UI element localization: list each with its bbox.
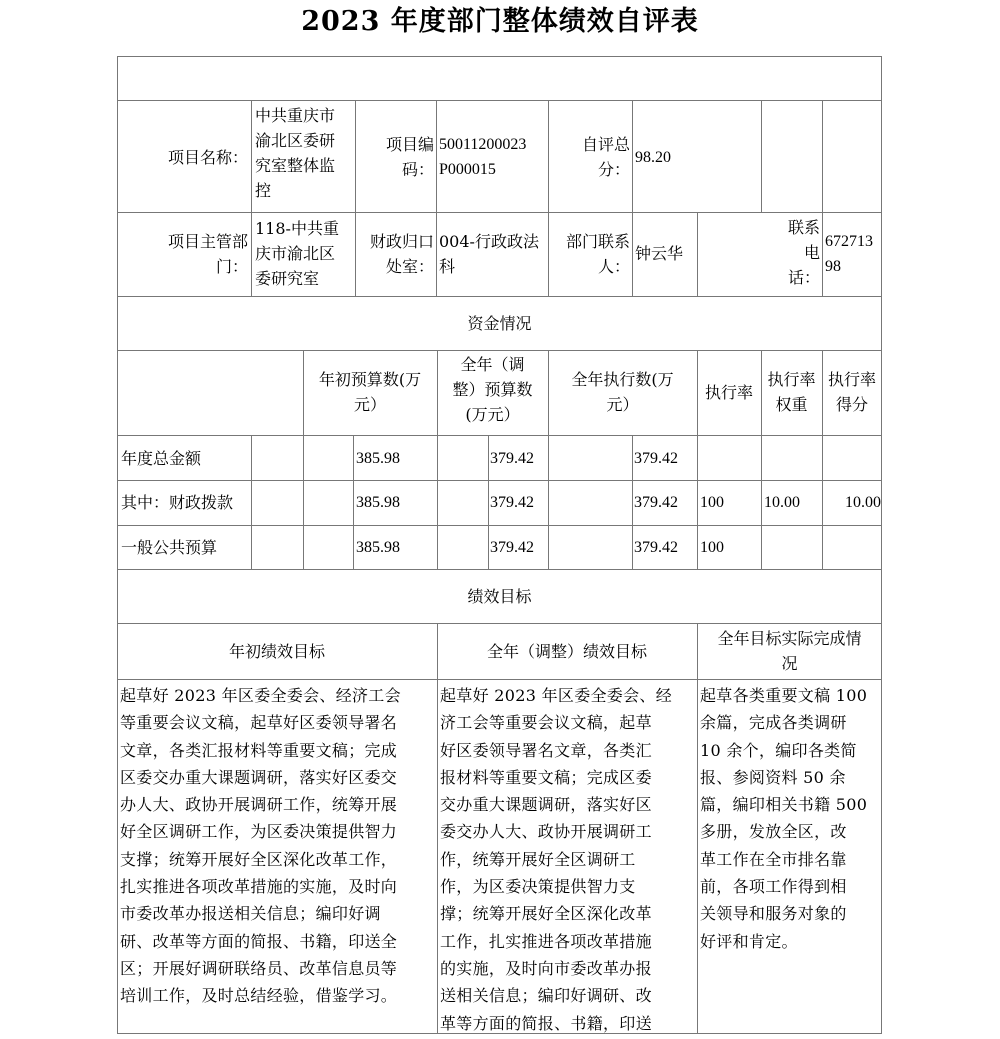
funds-score-value: 10.00 (845, 494, 881, 511)
goals-col1-header: 年初绩效目标 (228, 642, 325, 661)
funds-header-adjusted: 全年（调 整）预算数 (万元） (452, 355, 533, 424)
funds-header-executed: 全年执行数(万 元） (571, 370, 674, 414)
page-title: 2023 年度部门整体绩效自评表 (301, 6, 699, 37)
funds-rate-value: 100 (700, 494, 724, 511)
dept-label: 项目主管部 门： (167, 232, 248, 276)
self-score-value: 98.20 (635, 149, 671, 166)
funds-header-rate: 执行率 (704, 383, 753, 402)
funds-adjusted-value: 379.42 (490, 450, 534, 467)
goals-actual-text: 起草各类重要文稿 100 余篇，完成各类调研 10 余个，编印各类简 报、参阅资料 50 余 篇，编印相关书籍 500 多册，发放全区，改 革工作在全市排名靠 前，各项工作得到相 关领导和服务对象的 好评和肯定。 (700, 686, 868, 951)
contact-value: 钟云华 (635, 244, 684, 263)
phone-value: 672713 98 (825, 233, 873, 275)
goals-initial-text: 起草好 2023 年区委全委会、经济工会 等重要会议文稿，起草好区委领导署名 文章，各类汇报材料等重要文稿；完成 区委交办重大课题调研，落实好区委交 办人大、政协开展调研工作，统筹开展 好全区调研工作，为区委决策提供智力 支撑；统筹开展好全区深化改革工作， 扎实推进各项改革措施的实施，及时向 市委改革办报送相关信息；编印好调 研、改革等方面的简报、书籍，印送全 区；开展好调研联络员、改革信息员等 培训工作，及时总结经验，借鉴学习。 (120, 686, 401, 1006)
finance-value: 004-行政政法 科 (439, 232, 539, 276)
funds-row-label: 其中：财政拨款 (121, 493, 234, 512)
goals-col2-header: 全年（调整）绩效目标 (486, 642, 647, 661)
funds-executed-value: 379.42 (634, 450, 678, 467)
project-name-value: 中共重庆市 渝北区委研 究室整体监 控 (255, 106, 336, 200)
contact-label: 部门联系 人： (565, 232, 630, 276)
funds-executed-value: 379.42 (634, 539, 678, 556)
self-score-label: 自评总 分： (581, 135, 630, 179)
phone-label: 联系 电 话： (787, 218, 820, 287)
funds-header-initial: 年初预算数(万 元） (318, 370, 422, 414)
project-name-label: 项目名称： (167, 148, 248, 167)
dept-value: 118-中共重 庆市渝北区 委研究室 (255, 219, 339, 288)
goals-col3-header: 全年目标实际完成情 况 (717, 629, 862, 673)
funds-weight-value: 10.00 (764, 494, 800, 511)
funds-initial-value: 385.98 (356, 450, 400, 467)
funds-executed-value: 379.42 (634, 494, 678, 511)
funds-header-weight: 执行率 权重 (767, 370, 816, 414)
funds-row-label: 年度总金额 (121, 449, 202, 468)
goals-section-title: 绩效目标 (467, 587, 532, 606)
project-code-value: 50011200023 P000015 (439, 136, 527, 178)
funds-rate-value: 100 (700, 539, 724, 556)
funds-adjusted-value: 379.42 (490, 494, 534, 511)
funds-header-score: 执行率 得分 (827, 370, 876, 414)
funds-row-label: 一般公共预算 (121, 538, 218, 557)
funds-adjusted-value: 379.42 (490, 539, 534, 556)
funds-initial-value: 385.98 (356, 494, 400, 511)
project-code-label: 项目编 码： (385, 135, 434, 179)
funds-initial-value: 385.98 (356, 539, 400, 556)
funds-section-title: 资金情况 (467, 314, 532, 333)
finance-label: 财政归口 处室： (369, 232, 434, 276)
goals-adjusted-text: 起草好 2023 年区委全委会、经 济工会等重要会议文稿，起草 好区委领导署名文章，各类汇 报材料等重要文稿；完成区委 交办重大课题调研，落实好区 委交办人大、政协开展调研工 作，统筹开展好全区调研工 作，为区委决策提供智力支 撑；统筹开展好全区深化改革 工作，扎实推进各项改革措施 的实施，及时向市委改革办报 送相关信息；编印好调研、改 革等方面的简报、书籍，印送 (440, 686, 672, 1033)
